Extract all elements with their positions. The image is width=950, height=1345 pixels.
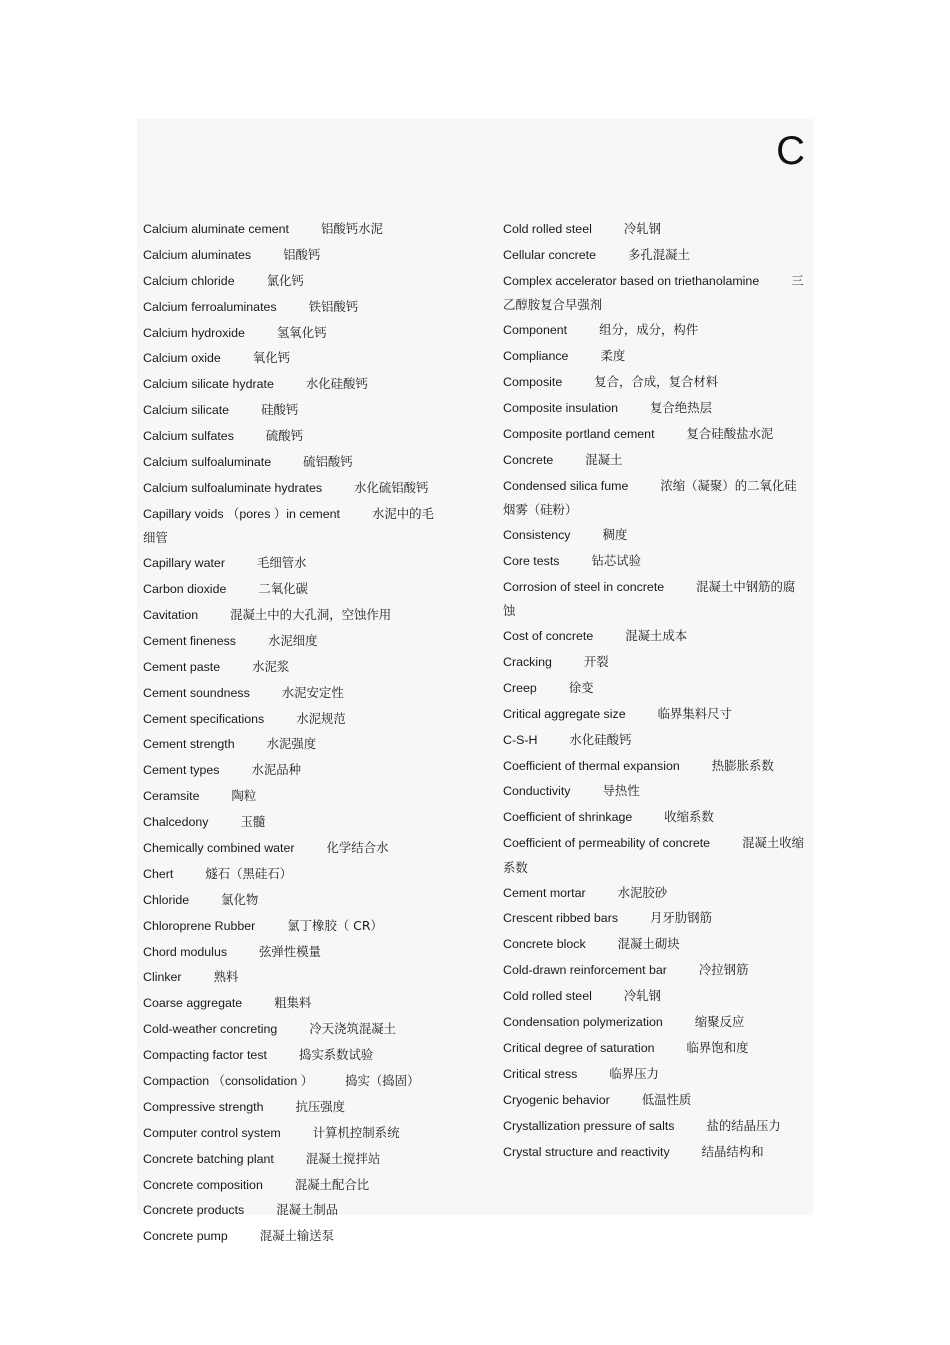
glossary-entry — [143, 1147, 443, 1172]
term-chinese: 氯化物 — [221, 891, 259, 907]
glossary-entry — [503, 1114, 805, 1139]
term-english: Calcium sulfoaluminate hydrates — [143, 480, 323, 495]
term-chinese: 浓缩（凝聚）的二氧化硅烟雾（硅粉） — [503, 477, 797, 518]
term-english: Cement mortar — [503, 885, 586, 900]
term-english: Chert — [143, 866, 174, 881]
term-chinese: 粗集料 — [274, 995, 312, 1011]
glossary-entry — [503, 344, 805, 369]
glossary-entry — [143, 629, 443, 654]
term-chinese: 冷天浇筑混凝土 — [309, 1021, 397, 1037]
term-english: Condensation polymerization — [503, 1015, 663, 1030]
glossary-entry — [503, 728, 805, 753]
glossary-entry — [143, 1173, 443, 1198]
term-english: Chloride — [143, 892, 190, 907]
glossary-entry — [143, 862, 443, 887]
glossary-entry — [143, 707, 443, 732]
term-chinese: 收缩系数 — [664, 809, 714, 825]
term-english: Composite portland cement — [503, 426, 655, 441]
glossary-entry — [143, 1017, 443, 1042]
term-english: Coefficient of thermal expansion — [503, 758, 680, 773]
term-chinese: 水化硅酸钙 — [305, 376, 368, 392]
term-chinese: 盐的结晶压力 — [706, 1117, 781, 1133]
term-english: Cement fineness — [143, 633, 236, 648]
term-chinese: 捣实（捣固） — [345, 1073, 420, 1088]
term-english: Carbon dioxide — [143, 582, 227, 597]
term-chinese: 水泥品种 — [251, 762, 302, 778]
term-english: Cement specifications — [143, 711, 265, 726]
term-chinese: 水泥浆 — [252, 658, 290, 674]
term-english: Concrete pump — [143, 1229, 228, 1244]
glossary-entry — [143, 732, 443, 757]
term-chinese: 捣实系数试验 — [298, 1047, 374, 1063]
term-chinese: 玉髓 — [240, 814, 266, 830]
term-english: Crystal structure and reactivity — [503, 1144, 670, 1159]
term-chinese: 临界压力 — [609, 1065, 659, 1081]
term-english: Clinker — [143, 970, 182, 985]
term-chinese: 水泥中的毛细管 — [143, 505, 434, 546]
glossary-entry — [143, 577, 443, 602]
glossary-entry — [503, 754, 805, 779]
term-english: Condensed silica fume — [503, 478, 629, 493]
term-chinese: 冷轧钢 — [623, 221, 662, 236]
term-chinese: 复合硅酸盐水泥 — [686, 425, 774, 441]
glossary-entry — [143, 991, 443, 1016]
term-chinese: 燧石（黑硅石） — [205, 865, 293, 881]
glossary-entry — [143, 1121, 443, 1146]
glossary-entry — [503, 984, 805, 1009]
term-english: Cellular concrete — [503, 247, 596, 262]
term-english: Computer control system — [143, 1125, 281, 1140]
term-english: Calcium ferroaluminates — [143, 299, 277, 314]
term-chinese: 复合，合成，复合材料 — [594, 373, 719, 389]
term-chinese: 铁铝酸钙 — [308, 298, 359, 314]
term-chinese: 热膨胀系数 — [711, 757, 774, 773]
glossary-entry — [503, 702, 805, 727]
glossary-entry — [143, 243, 443, 268]
term-english: Consistency — [503, 527, 571, 542]
term-chinese: 水泥规范 — [296, 710, 346, 726]
term-english: Calcium aluminate cement — [143, 222, 289, 236]
term-english: Corrosion of steel in concrete — [503, 579, 665, 594]
term-english: Crystallization pressure of salts — [503, 1118, 675, 1133]
term-chinese: 氢氧化钙 — [276, 324, 327, 340]
term-english: Cost of concrete — [503, 629, 594, 644]
term-english: Compacting factor test — [143, 1048, 267, 1063]
glossary-entry — [143, 784, 443, 809]
term-english: Concrete products — [143, 1203, 245, 1218]
term-english: Critical aggregate size — [503, 706, 626, 721]
term-chinese: 冷轧钢 — [623, 988, 662, 1004]
term-english: Chord modulus — [143, 944, 228, 959]
left-column — [143, 217, 443, 1250]
term-chinese: 氯丁橡胶（ CR） — [287, 917, 383, 933]
glossary-entry — [143, 681, 443, 706]
term-english: Conductivity — [503, 784, 571, 799]
glossary-page — [137, 119, 813, 1244]
glossary-entry — [143, 940, 443, 965]
right-column — [503, 217, 805, 1165]
term-chinese: 铝酸钙水泥 — [321, 221, 383, 236]
term-chinese: 多孔混凝土 — [627, 246, 690, 262]
term-english: Coefficient of permeability of concrete — [503, 836, 711, 851]
term-chinese: 熟料 — [213, 969, 239, 985]
glossary-entry — [503, 1010, 805, 1035]
term-english: Calcium hydroxide — [143, 325, 245, 340]
term-english: Coarse aggregate — [143, 996, 243, 1011]
term-chinese: 复合绝热层 — [650, 399, 712, 415]
glossary-entry — [503, 1036, 805, 1061]
glossary-entry — [143, 217, 443, 242]
term-english: Cold-weather concreting — [143, 1022, 278, 1037]
glossary-entry — [143, 372, 443, 397]
glossary-entry — [503, 422, 805, 447]
term-english: C-S-H — [503, 732, 538, 747]
glossary-entry — [503, 549, 805, 574]
term-english: Concrete block — [503, 937, 586, 952]
glossary-entry — [503, 370, 805, 395]
glossary-entry — [503, 318, 805, 343]
glossary-entry — [503, 624, 805, 649]
term-chinese: 组分，成分，构件 — [599, 322, 699, 338]
term-english: Cold rolled steel — [503, 222, 592, 236]
term-english: Critical degree of saturation — [503, 1040, 655, 1055]
glossary-entry — [143, 424, 443, 449]
glossary-entry — [143, 914, 443, 939]
glossary-entry — [143, 965, 443, 990]
term-chinese: 临界集料尺寸 — [657, 705, 732, 721]
term-english: Critical stress — [503, 1066, 578, 1081]
term-english: Cold rolled steel — [503, 989, 592, 1004]
term-chinese: 混凝土中钢筋的腐蚀 — [503, 578, 796, 619]
term-chinese: 毛细管水 — [256, 555, 307, 571]
term-chinese: 缩聚反应 — [694, 1014, 745, 1030]
glossary-entry — [143, 346, 443, 371]
glossary-entry — [503, 474, 805, 522]
term-chinese: 开裂 — [583, 653, 609, 669]
glossary-entry — [143, 1095, 443, 1120]
term-english: Composite — [503, 374, 563, 389]
term-chinese: 混凝土 — [585, 451, 623, 467]
term-english: Creep — [503, 680, 537, 695]
term-chinese: 弦弹性模量 — [259, 943, 321, 959]
term-english: Coefficient of shrinkage — [503, 810, 633, 825]
term-chinese: 混凝土配合比 — [294, 1176, 370, 1192]
term-english: Calcium silicate hydrate — [143, 377, 274, 392]
term-english: Compaction （consolidation ） — [143, 1074, 314, 1088]
glossary-entry — [143, 1224, 443, 1249]
glossary-entry — [143, 295, 443, 320]
term-chinese: 水泥细度 — [267, 632, 318, 648]
glossary-entry — [143, 398, 443, 423]
term-english: Composite insulation — [503, 400, 619, 415]
glossary-entry — [503, 932, 805, 957]
term-chinese: 水化硫铝酸钙 — [354, 479, 429, 495]
term-english: Concrete batching plant — [143, 1151, 274, 1166]
term-chinese: 氧化钙 — [252, 350, 290, 366]
term-english: Cement strength — [143, 737, 235, 752]
glossary-entry — [503, 881, 805, 906]
term-chinese: 混凝土砌块 — [617, 936, 680, 952]
term-english: Compliance — [503, 349, 569, 364]
term-chinese: 混凝土制品 — [276, 1202, 339, 1218]
section-letter: C — [776, 129, 805, 173]
term-chinese: 混凝土搅拌站 — [305, 1150, 381, 1166]
glossary-entry — [503, 831, 805, 879]
term-chinese: 导热性 — [602, 783, 640, 799]
term-chinese: 氯化钙 — [266, 272, 304, 288]
glossary-entry — [143, 1069, 443, 1094]
term-english: Calcium oxide — [143, 351, 221, 366]
term-english: Core tests — [503, 553, 560, 568]
term-english: Compressive strength — [143, 1099, 264, 1114]
glossary-entry — [143, 888, 443, 913]
glossary-entry — [503, 243, 805, 268]
glossary-entry — [143, 1043, 443, 1068]
term-english: Calcium chloride — [143, 273, 235, 288]
glossary-entry — [503, 1062, 805, 1087]
term-chinese: 混凝土收缩系数 — [503, 835, 805, 875]
term-chinese: 硅酸钙 — [261, 402, 299, 418]
term-chinese: 混凝土输送泵 — [259, 1228, 335, 1244]
term-english: Cement paste — [143, 659, 221, 674]
term-english: Cracking — [503, 654, 552, 669]
term-chinese: 三乙醇胺复合早强剂 — [503, 272, 804, 313]
glossary-entry — [503, 958, 805, 983]
term-chinese: 柔度 — [600, 348, 626, 364]
term-english: Concrete composition — [143, 1177, 263, 1192]
term-english: Cement soundness — [143, 685, 250, 700]
glossary-entry — [143, 603, 443, 628]
term-english: Cold-drawn reinforcement bar — [503, 963, 667, 978]
term-chinese: 月牙肋钢筋 — [650, 910, 712, 926]
term-english: Chalcedony — [143, 815, 209, 830]
glossary-entry — [503, 575, 805, 623]
term-chinese: 化学结合水 — [326, 839, 389, 855]
term-chinese: 计算机控制系统 — [312, 1124, 400, 1140]
term-chinese: 水化硅酸钙 — [569, 731, 632, 747]
term-english: Chemically combined water — [143, 840, 295, 855]
glossary-entry — [143, 551, 443, 576]
term-chinese: 徐变 — [568, 679, 594, 695]
term-chinese: 临界饱和度 — [686, 1039, 749, 1055]
glossary-entry — [503, 448, 805, 473]
term-english: Ceramsite — [143, 789, 200, 804]
term-english: Calcium silicate — [143, 403, 230, 418]
term-chinese: 结晶结构和 — [701, 1143, 764, 1159]
term-chinese: 水泥安定性 — [281, 684, 344, 700]
term-chinese: 冷拉钢筋 — [698, 962, 749, 978]
glossary-entry — [503, 396, 805, 421]
term-english: Calcium aluminates — [143, 247, 252, 262]
glossary-entry — [143, 502, 443, 550]
term-english: Cavitation — [143, 607, 199, 622]
term-english: Cryogenic behavior — [503, 1092, 610, 1107]
term-chinese: 水泥胶砂 — [617, 884, 668, 900]
glossary-entry — [503, 1140, 805, 1165]
term-chinese: 硫酸钙 — [265, 428, 304, 444]
glossary-entry — [503, 805, 805, 830]
glossary-entry — [143, 810, 443, 835]
glossary-entry — [143, 450, 443, 475]
term-english: Calcium sulfoaluminate — [143, 455, 272, 470]
glossary-entry — [143, 269, 443, 294]
term-chinese: 抗压强度 — [295, 1098, 346, 1114]
glossary-entry — [503, 779, 805, 804]
term-english: Capillary voids （pores ）in cement — [143, 506, 340, 521]
glossary-entry — [143, 836, 443, 861]
term-chinese: 陶粒 — [231, 788, 257, 804]
term-english: Complex accelerator based on triethanolamine — [503, 273, 760, 288]
term-chinese: 钻芯试验 — [591, 552, 642, 568]
term-chinese: 二氧化碳 — [258, 581, 308, 597]
glossary-entry — [503, 523, 805, 548]
term-chinese: 水泥强度 — [266, 736, 317, 752]
term-chinese: 铝酸钙 — [283, 246, 321, 262]
glossary-entry — [503, 217, 805, 242]
term-english: Capillary water — [143, 556, 225, 571]
term-chinese: 硫铝酸钙 — [303, 454, 353, 470]
glossary-entry — [503, 269, 805, 317]
term-chinese: 稠度 — [602, 526, 628, 542]
term-english: Crescent ribbed bars — [503, 911, 619, 926]
glossary-entry — [143, 476, 443, 501]
term-chinese: 低温性质 — [641, 1091, 692, 1107]
glossary-entry — [143, 321, 443, 346]
glossary-entry — [503, 650, 805, 675]
glossary-entry — [503, 906, 805, 931]
term-english: Chloroprene Rubber — [143, 918, 256, 933]
term-english: Calcium sulfates — [143, 429, 234, 444]
term-chinese: 混凝土中的大孔洞，空蚀作用 — [230, 606, 392, 622]
glossary-entry — [503, 1088, 805, 1113]
term-english: Concrete — [503, 452, 554, 467]
glossary-entry — [143, 758, 443, 783]
term-english: Component — [503, 323, 568, 338]
term-chinese: 混凝土成本 — [625, 628, 688, 644]
glossary-entry — [143, 655, 443, 680]
glossary-entry — [143, 1198, 443, 1223]
term-english: Cement types — [143, 763, 220, 778]
glossary-entry — [503, 676, 805, 701]
